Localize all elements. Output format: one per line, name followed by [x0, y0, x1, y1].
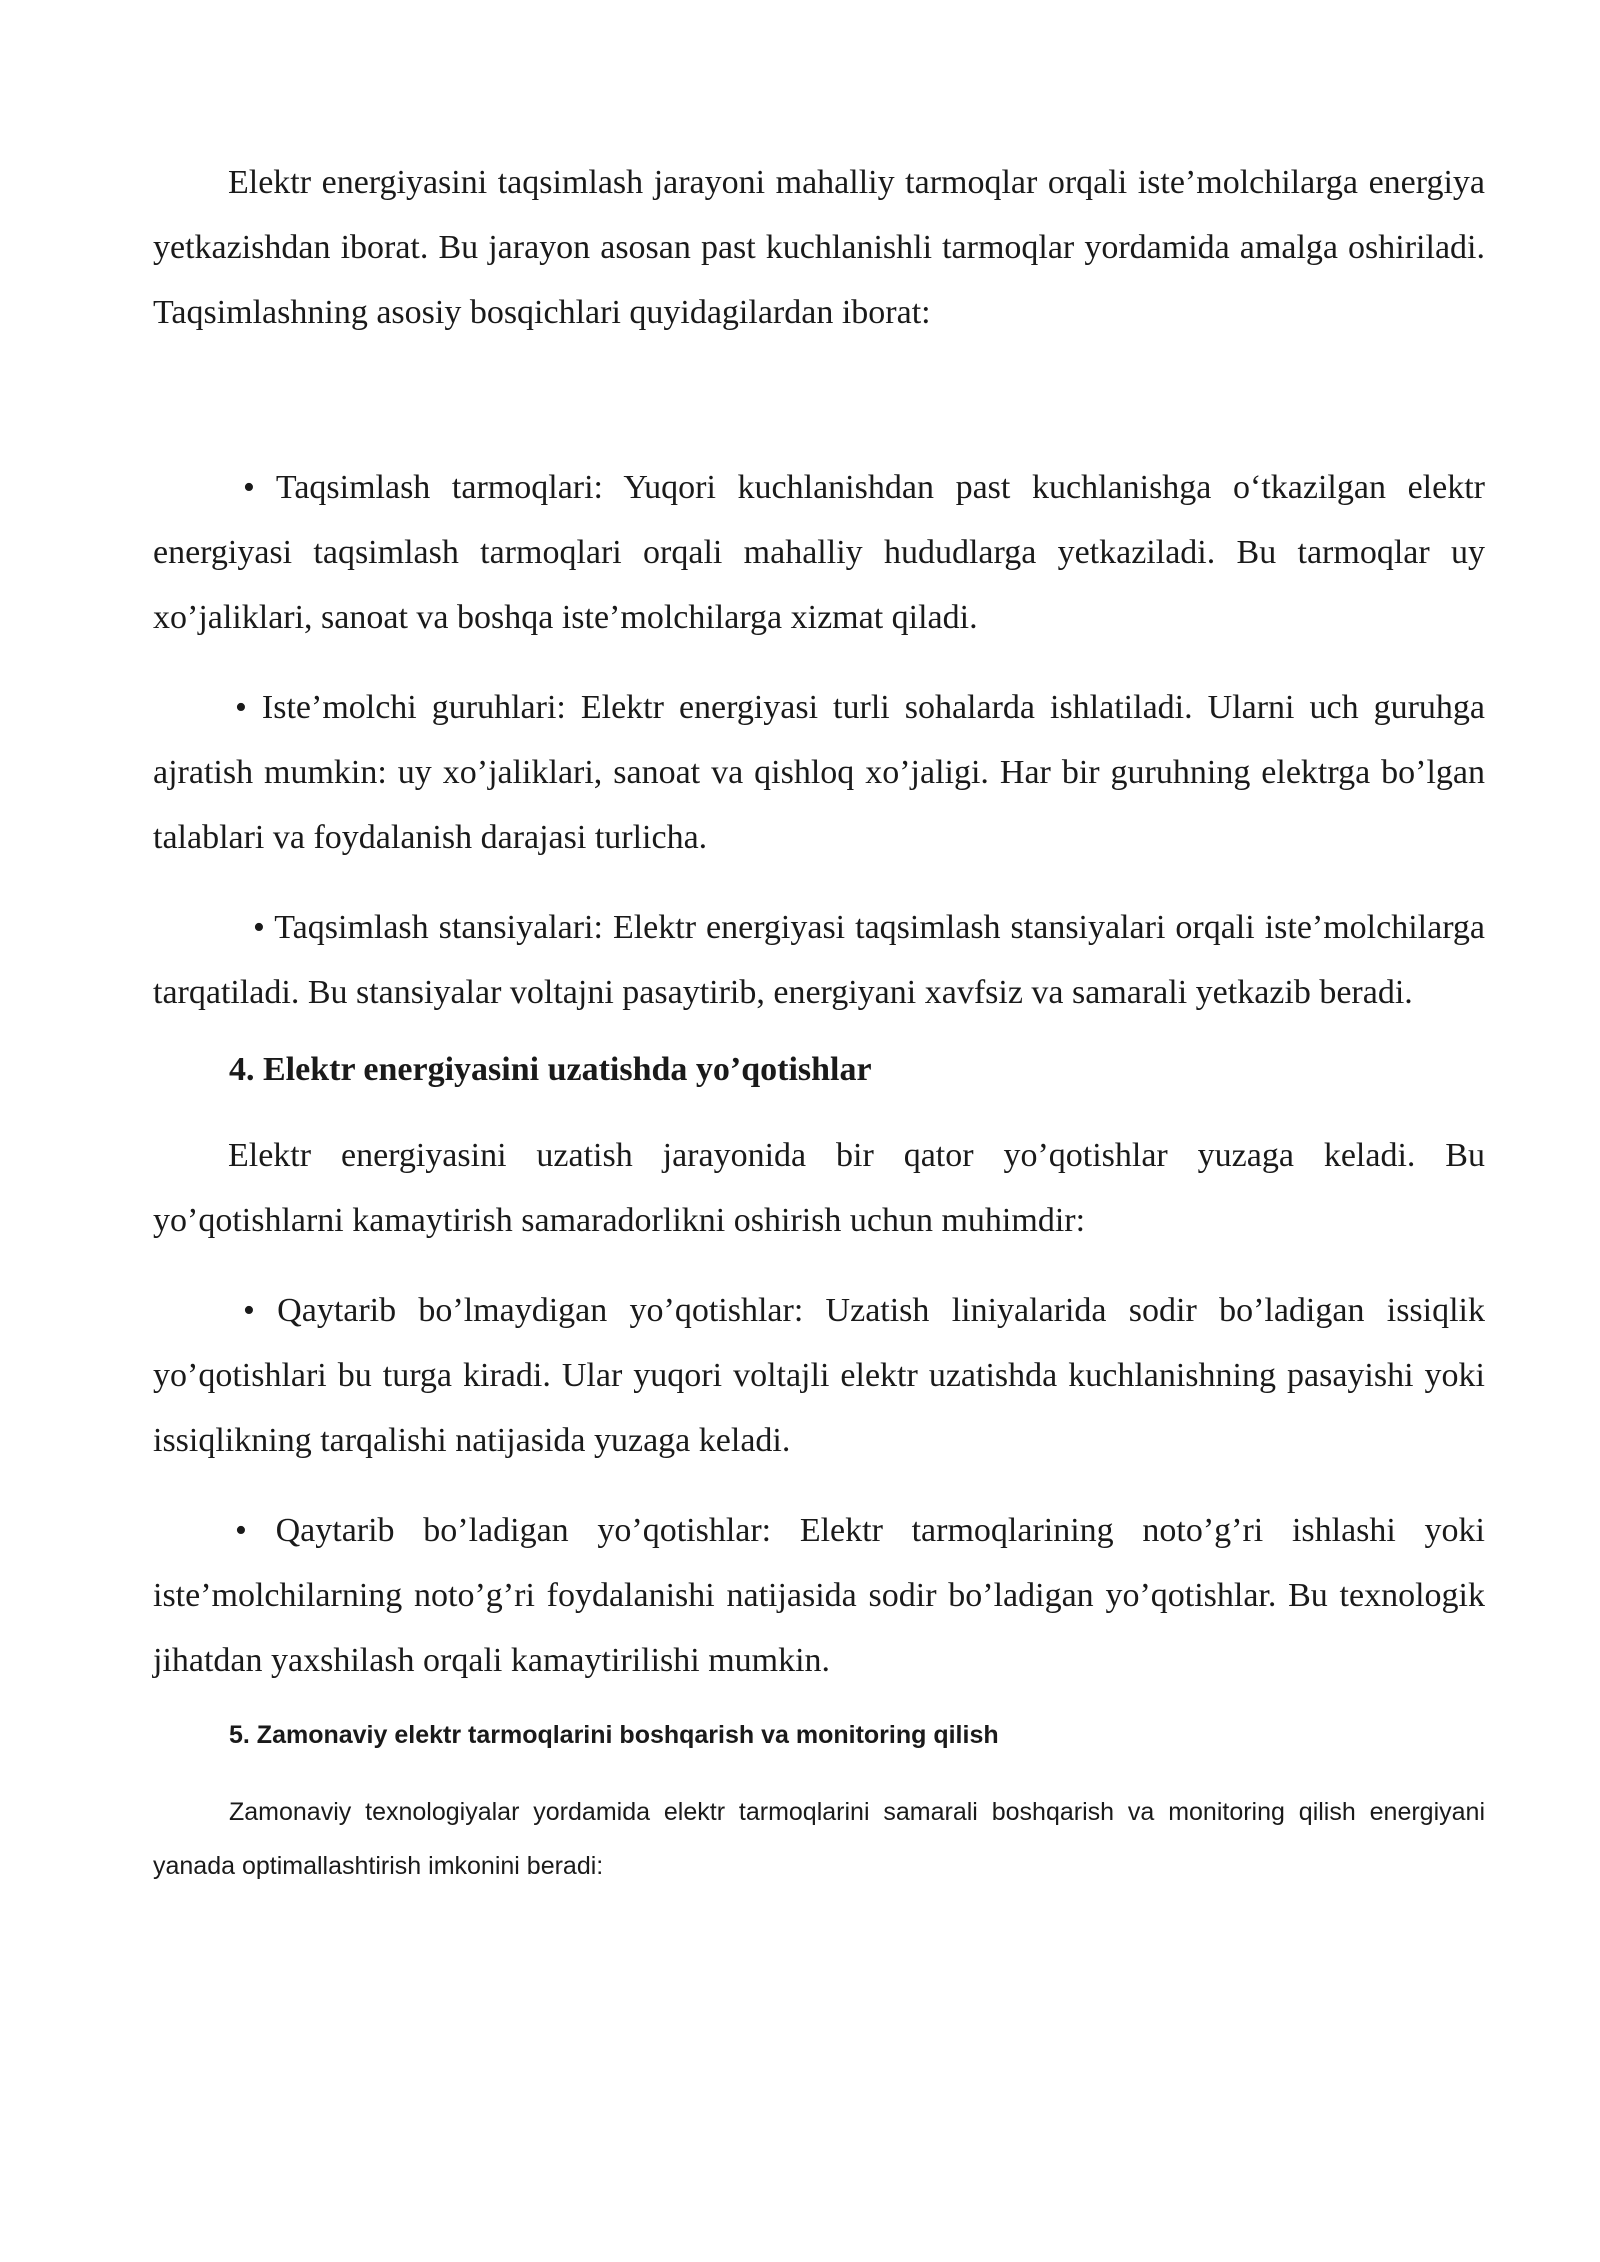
bullet-irreversible-losses: • Qaytarib bo’lmaydigan yo’qotishlar: Uzatish liniyalarida sodir bo’ladigan issiqlik yo’qotishlari bu turga kiradi. Ular yuqori voltajli elektr uzatishda kuchlanishning pasayishi yoki issiqlikning tarqalishi natijasida yuzaga keladi.	[153, 1292, 1485, 1459]
section-5-intro: Zamonaviy texnologiyalar yordamida elektr tarmoqlarini samarali boshqarish va monitoring qilish energiyani yanada optimallashtirish imkonini beradi:	[153, 1798, 1485, 1880]
bullet-distribution-stations: • Taqsimlash stansiyalari: Elektr energiyasi taqsimlash stansiyalari orqali iste’molchilarga tarqatiladi. Bu stansiyalar voltajni pasaytirib, energiyani xavfsiz va samarali yetkazib beradi.	[153, 909, 1485, 1011]
bullet-distribution-networks: • Taqsimlash tarmoqlari: Yuqori kuchlanishdan past kuchlanishga o‘tkazilgan elektr energiyasi taqsimlash tarmoqlari orqali mahalliy hududlarga yetkaziladi. Bu tarmoqlar uy xo’jaliklari, sanoat va boshqa iste’molchilarga xizmat qiladi.	[153, 469, 1485, 636]
bullet-consumer-groups: • Iste’molchi guruhlari: Elektr energiyasi turli sohalarda ishlatiladi. Ularni uch guruhga ajratish mumkin: uy xo’jaliklari, sanoat va qishloq xo’jaligi. Har bir guruhning elektrga bo’lgan talablari va foydalanish darajasi turlicha.	[153, 689, 1485, 856]
section-4-intro: Elektr energiyasini uzatish jarayonida bir qator yo’qotishlar yuzaga keladi. Bu yo’qotishlarni kamaytirish samaradorlikni oshirish uchun muhimdir:	[153, 1137, 1485, 1239]
section-5-heading: 5. Zamonaviy elektr tarmoqlarini boshqarish va monitoring qilish	[229, 1721, 999, 1749]
section-4-heading: 4. Elektr energiyasini uzatishda yo’qotishlar	[229, 1051, 872, 1088]
bullet-reversible-losses: • Qaytarib bo’ladigan yo’qotishlar: Elektr tarmoqlarining noto’g’ri ishlashi yoki iste’molchilarning noto’g’ri foydalanishi natijasida sodir bo’ladigan yo’qotishlar. Bu texnologik jihatdan yaxshilash orqali kamaytirilishi mumkin.	[153, 1512, 1485, 1679]
intro-paragraph: Elektr energiyasini taqsimlash jarayoni mahalliy tarmoqlar orqali iste’molchilarga energiya yetkazishdan iborat. Bu jarayon asosan past kuchlanishli tarmoqlar yordamida amalga oshiriladi. Taqsimlashning asosiy bosqichlari quyidagilardan iborat:	[153, 164, 1485, 331]
